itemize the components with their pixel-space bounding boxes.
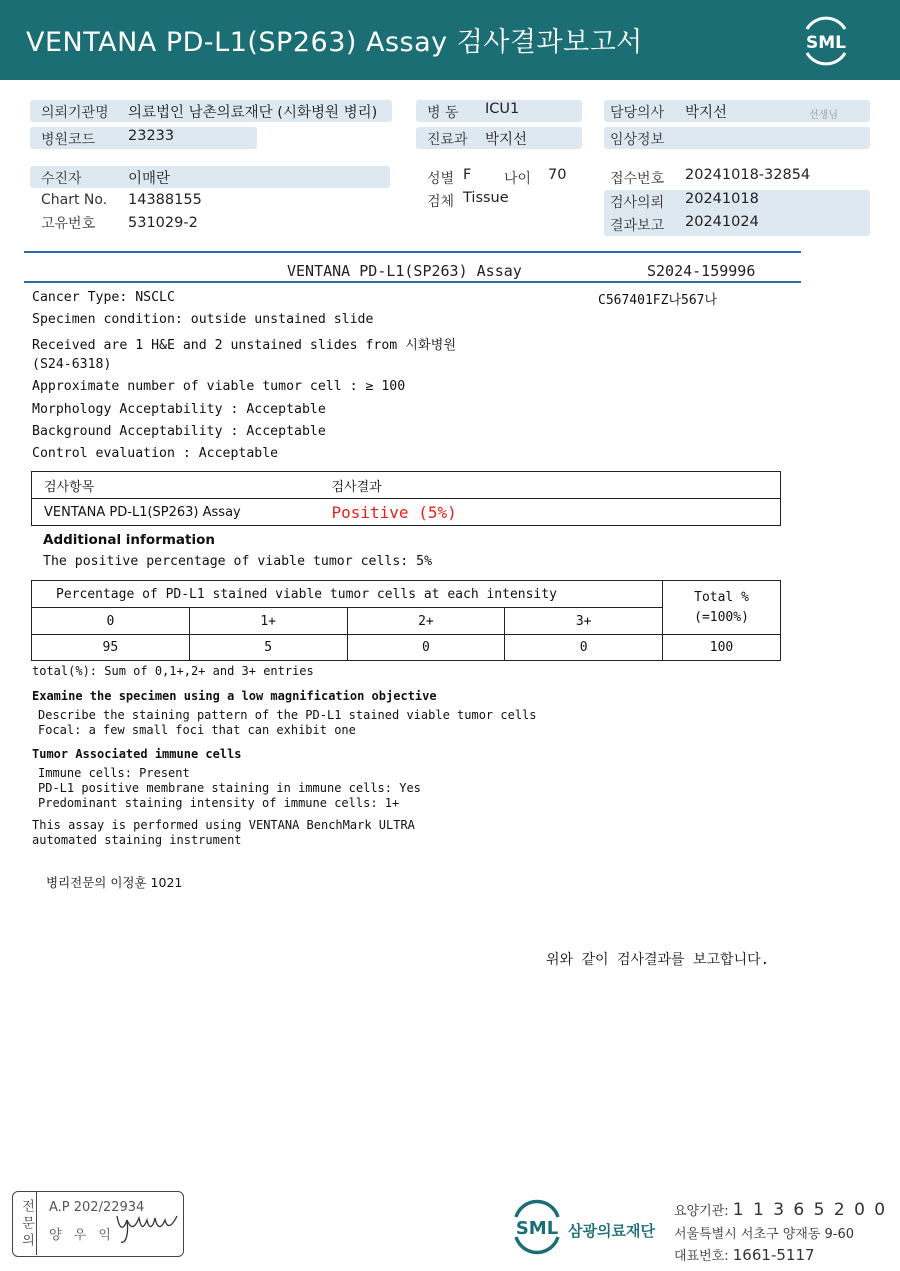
report-line: Background Acceptability : Acceptable [32,424,326,439]
institution-value: 의료법인 남촌의료재단 (시화병원 병리) [128,105,378,121]
doctor-suffix: 선생님 [809,110,838,121]
result-header-item: 검사항목 [32,472,320,499]
immune-line: PD-L1 positive membrane staining in immune cells: Yes [38,781,421,795]
org-code-label: 요양기관: [674,1204,729,1219]
hospital-code-value: 23233 [128,128,175,144]
level-1plus: 1+ [189,608,347,635]
intensity-table [31,580,781,661]
info-band-patient [30,166,390,188]
report-line: Received are 1 H&E and 2 unstained slides from 시화병원 [32,338,457,353]
sml-logo [797,12,855,70]
specialist-stamp [12,1191,184,1257]
request-date-label: 검사의뢰 [610,195,665,211]
chart-no-value: 14388155 [128,192,202,208]
additional-text: The positive percentage of viable tumor cells: 5% [43,554,433,569]
org-phone-label: 대표번호: [674,1249,729,1264]
stamp-side-label: 전문의 [13,1192,37,1255]
specimen-label: 검체 [427,194,455,210]
report-header [0,0,900,80]
report-line: Cancer Type: NSCLC [32,290,175,305]
assay-line: This assay is performed using VENTANA BenchMark ULTRA [32,818,415,832]
signature-image [113,1206,181,1246]
page-title: VENTANA PD-L1(SP263) Assay 검사결과보고서 [26,27,643,58]
doctor-label: 담당의사 [610,105,665,121]
org-code: 1 1 3 6 5 2 0 0 [732,1200,888,1220]
level-0: 0 [32,608,190,635]
closing-statement: 위와 같이 검사결과를 보고합니다. [546,952,770,968]
stamp-license: A.P 202/22934 [49,1200,145,1215]
sex-label: 성별 [427,171,455,187]
total-note: total(%): Sum of 0,1+,2+ and 3+ entries [32,664,314,678]
org-code-line [674,1200,887,1220]
immune-line: Immune cells: Present [38,766,190,780]
receipt-no-value: 20241018-32854 [685,167,811,183]
total-label-sub: (=100%) [694,609,749,625]
report-date-label: 결과보고 [610,218,665,234]
doctor-value: 박지선 [685,105,728,121]
org-name: 삼광의료재단 [568,1222,655,1240]
value-0: 95 [32,635,190,661]
chart-no-label: Chart No. [41,192,108,208]
sex-value: F [463,167,472,183]
clinical-info-label: 임상정보 [610,132,665,148]
examine-line: Focal: a few small foci that can exhibit one [38,723,356,737]
value-1plus: 5 [189,635,347,661]
case-number: S2024-159996 [647,262,756,280]
total-label: Total % [694,589,749,605]
result-item: VENTANA PD-L1(SP263) Assay [32,499,320,526]
report-line: Approximate number of viable tumor cell : ≥ 100 [32,379,406,394]
intensity-title: Percentage of PD-L1 stained viable tumor cells at each intensity [32,581,663,608]
immune-line: Predominant staining intensity of immune cells: 1+ [38,796,400,810]
result-table [31,471,781,526]
report-line: (S24-6318) [32,357,112,372]
age-label: 나이 [504,171,532,187]
report-line: Specimen condition: outside unstained slide [32,312,374,327]
examine-line: Describe the staining pattern of the PD-L1 stained viable tumor cells [38,708,537,722]
patient-label: 수진자 [41,171,82,187]
unique-id-label: 고유번호 [41,216,96,232]
ward-value: ICU1 [485,101,520,117]
immune-title: Tumor Associated immune cells [32,747,242,761]
level-2plus: 2+ [347,608,505,635]
value-total: 100 [663,635,781,661]
result-header-result: 검사결과 [320,472,781,499]
org-phone: 1661-5117 [732,1246,815,1264]
institution-label: 의뢰기관명 [41,105,109,121]
ward-label: 병 동 [427,105,459,121]
org-phone-line [674,1245,815,1264]
examine-title: Examine the specimen using a low magnification objective [32,689,437,703]
report-title: VENTANA PD-L1(SP263) Assay [287,262,522,280]
department-value: 박지선 [485,132,528,148]
report-line: Control evaluation : Acceptable [32,446,279,461]
value-3plus: 0 [505,635,663,661]
report-date-value: 20241024 [685,214,759,230]
specimen-value: Tissue [463,190,509,206]
hospital-code-label: 병원코드 [41,132,96,148]
title-rule-top [24,251,801,253]
org-logo-text: SML [515,1218,559,1239]
stamp-name: 양 우 익 [49,1228,115,1243]
request-date-value: 20241018 [685,191,759,207]
org-logo [510,1197,564,1255]
result-value: Positive (5%) [320,499,781,526]
title-rule-bottom [24,281,801,283]
receipt-no-label: 접수번호 [610,171,665,187]
logo-text: SML [806,33,846,53]
additional-title: Additional information [43,532,215,548]
value-2plus: 0 [347,635,505,661]
total-header [663,581,781,635]
patient-value: 이매란 [128,171,171,187]
org-address: 서울특별시 서초구 양재동 9-60 [674,1227,855,1242]
pathologist: 병리전문의 이정훈 1021 [46,875,183,890]
report-line: Morphology Acceptability : Acceptable [32,402,326,417]
level-3plus: 3+ [505,608,663,635]
specimen-code: C567401FZ나567나 [598,293,718,308]
unique-id-value: 531029-2 [128,215,198,231]
assay-line: automated staining instrument [32,833,242,847]
department-label: 진료과 [427,132,468,148]
age-value: 70 [548,167,567,183]
